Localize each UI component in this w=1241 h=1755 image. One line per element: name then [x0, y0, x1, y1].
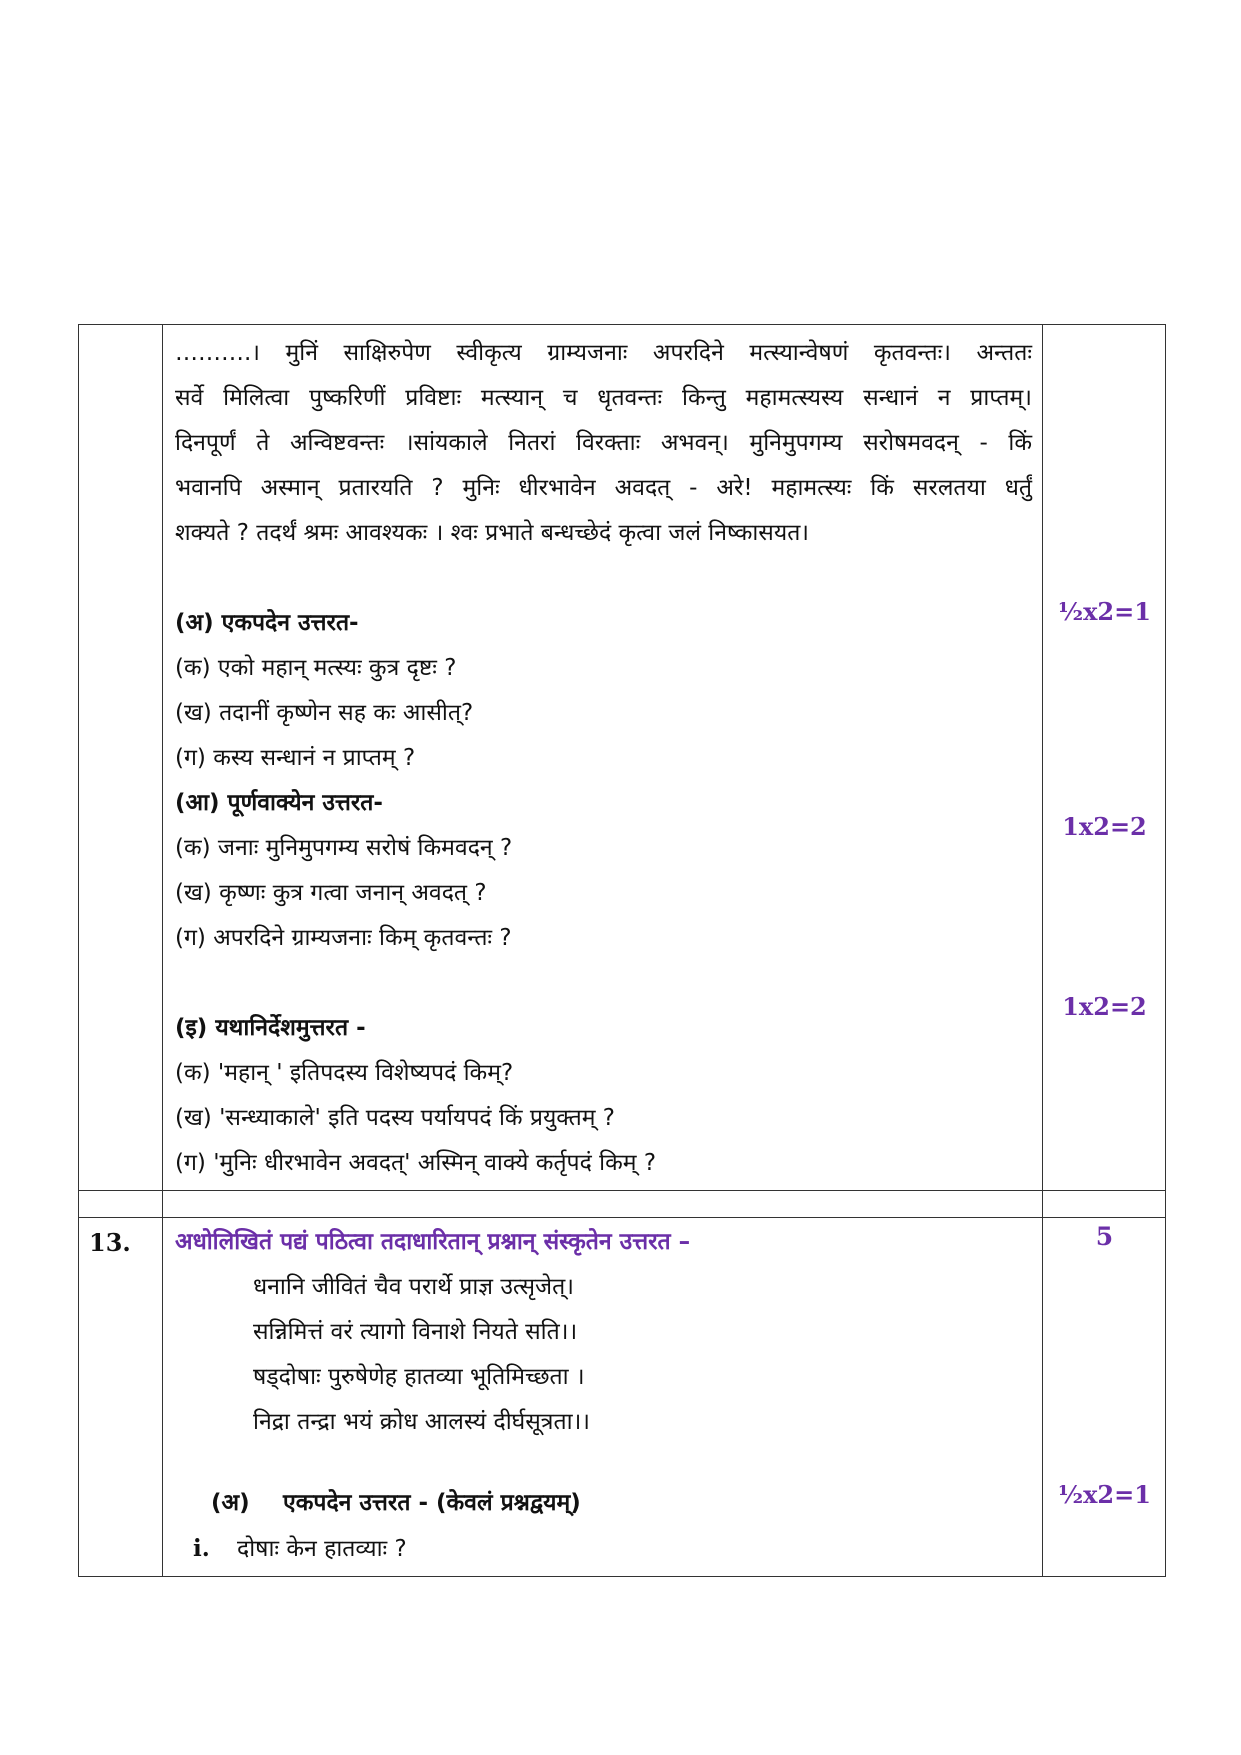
item-number: i. — [193, 1535, 210, 1562]
sub-section-heading — [175, 1481, 1032, 1526]
spacer-cell — [163, 1191, 1043, 1218]
qnum-cell — [79, 1218, 163, 1577]
question-item: (ख) कृष्णः कुत्र गत्वा जनान् अवदत् ? — [175, 880, 487, 906]
spacer-row — [79, 1191, 1166, 1218]
question-item: (क) 'महान् ' इतिपदस्य विशेष्यपदं किम्? — [175, 1060, 514, 1086]
question-item: (ग) 'मुनिः धीरभावेन अवदत्' अस्मिन् वाक्ये कर्तृपदं किम् ? — [175, 1150, 657, 1176]
qnum-cell-empty — [79, 325, 163, 1191]
question-item: (ग) अपरदिने ग्राम्यजनाः किम् कृतवन्तः ? — [175, 925, 512, 951]
question-instruction: अधोलिखितं पद्यं पठित्वा तदाधारितान् प्रश्नान् संस्कृतेन उत्तरत – — [175, 1229, 691, 1255]
passage — [175, 331, 1032, 556]
question-12-body — [163, 325, 1043, 1191]
marks-cell — [1043, 1218, 1166, 1577]
sub-section-text: एकपदेन उत्तरत - (केवलं प्रश्नद्वयम्) — [283, 1490, 581, 1516]
question-item — [175, 1526, 1032, 1572]
spacer-cell — [79, 1191, 163, 1218]
question-item: (क) जनाः मुनिमुपगम्य सरोषं किमवदन् ? — [175, 835, 513, 861]
item-text: दोषाः केन हातव्याः ? — [237, 1536, 407, 1562]
passage-line: सर्वे मिलित्वा पुष्करिणीं प्रविष्टाः मत्स्यान् च धृतवन्तः किन्तु महामत्स्यस्य सन्धानं न प्राप्तम्। — [175, 385, 1032, 411]
section-aa-heading: (आ) पूर्णवाक्येन उत्तरत- — [175, 790, 383, 816]
marks-cell — [1043, 325, 1166, 1191]
sub-section-label: (अ) — [211, 1490, 250, 1516]
marks-section-aa: 1x2=2 — [1062, 812, 1147, 841]
verse-line: सन्निमित्तं वरं त्यागो विनाशे नियते सति।। — [253, 1319, 578, 1345]
marks-sub-section: ½x2=1 — [1058, 1480, 1151, 1509]
question-13-body — [163, 1218, 1043, 1577]
passage-line: दिनपूर्णं ते अन्विष्टवन्तः ।सांयकाले नितरां विरक्ताः अभवन्। मुनिमुपगम्य सरोषमवदन् - किं — [175, 430, 1032, 456]
section-i-heading: (इ) यथानिर्देशमुत्तरत - — [175, 1015, 366, 1041]
verse-line: षड्दोषाः पुरुषेणेह हातव्या भूतिमिच्छता । — [253, 1364, 585, 1390]
question-12-row — [79, 325, 1166, 1191]
total-marks: 5 — [1095, 1222, 1114, 1251]
spacer-cell — [1043, 1191, 1166, 1218]
question-item: (ग) कस्य सन्धानं न प्राप्तम् ? — [175, 745, 416, 771]
question-number: 13. — [89, 1228, 131, 1257]
passage-line: ……….। मुनिं साक्षिरुपेण स्वीकृत्य ग्राम्यजनाः अपरदिने मत्स्यान्वेषणं कृतवन्तः। अन्ततः — [175, 340, 1032, 366]
verse-line: धनानि जीवितं चैव परार्थे प्राज्ञ उत्सृजेत्। — [253, 1274, 574, 1300]
marks-section-i: 1x2=2 — [1062, 992, 1147, 1021]
question-table — [78, 324, 1166, 1577]
passage-line: शक्यते ? तदर्थं श्रमः आवश्यकः । श्वः प्रभाते बन्धच्छेदं कृत्वा जलं निष्कासयत। — [175, 520, 810, 546]
question-item: (क) एको महान् मत्स्यः कुत्र दृष्टः ? — [175, 655, 457, 681]
question-item: (ख) तदानीं कृष्णेन सह कः आसीत्? — [175, 700, 474, 726]
section-a-heading: (अ) एकपदेन उत्तरत- — [175, 610, 359, 636]
question-13-row — [79, 1218, 1166, 1577]
marks-section-a: ½x2=1 — [1058, 597, 1151, 626]
verse-line: निद्रा तन्द्रा भयं क्रोध आलस्यं दीर्घसूत्रता।। — [253, 1409, 591, 1435]
question-item: (ख) 'सन्ध्याकाले' इति पदस्य पर्यायपदं किं प्रयुक्तम् ? — [175, 1105, 616, 1131]
passage-line: भवानपि अस्मान् प्रतारयति ? मुनिः धीरभावेन अवदत् - अरे! महामत्स्यः किं सरलतया धर्तुं — [175, 475, 1032, 501]
